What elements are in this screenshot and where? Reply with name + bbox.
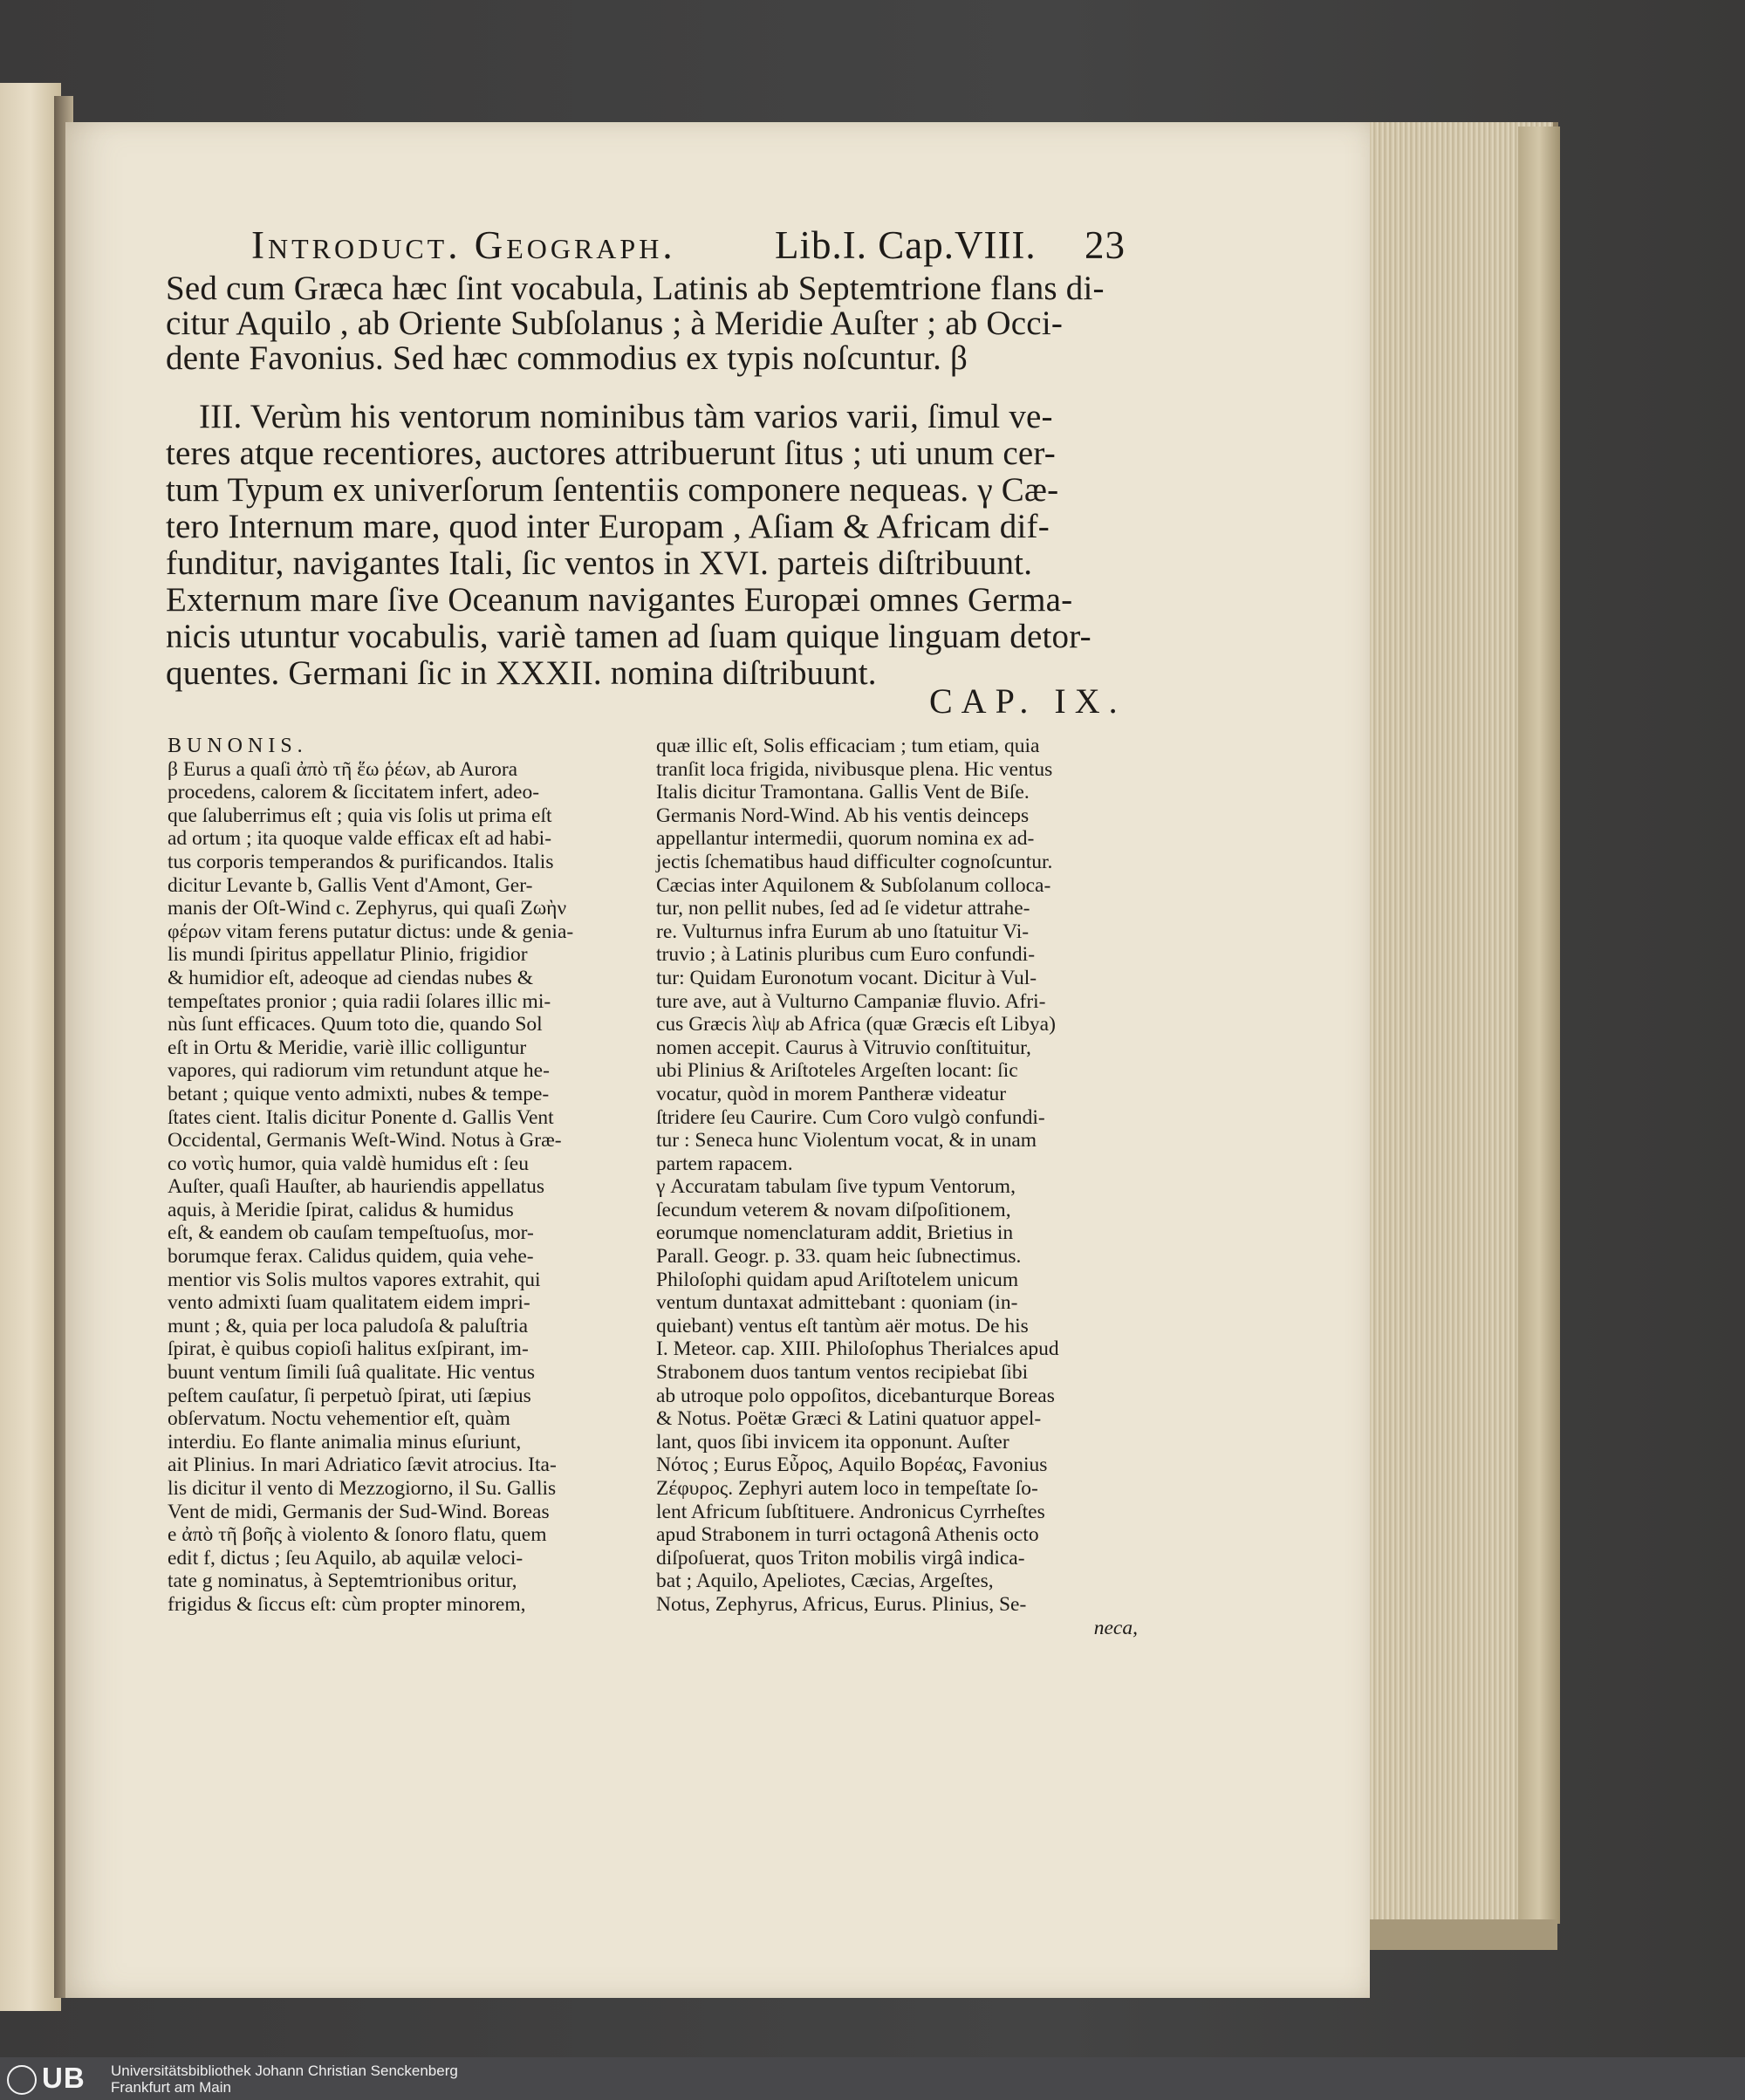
footnote-line: nomen accepit. Caurus à Vitruvio conſtituitur, xyxy=(656,1036,1031,1059)
footnote-line: borumque ferax. Calidus quidem, quia vehe- xyxy=(168,1245,534,1269)
footnote-column-right xyxy=(656,735,1138,1639)
footnote-line: Auſter, quaſi Hauſter, ab hauriendis appellatus xyxy=(168,1175,545,1199)
footnote-line: lis mundi ſpiritus appellatur Plinio, frigidior xyxy=(168,943,528,967)
footnote-line: ſtridere ſeu Caurire. Cum Coro vulgò confundi- xyxy=(656,1105,1045,1129)
body-line: dente Favonius. Sed hæc commodius ex typis noſcuntur. β xyxy=(166,339,968,377)
footnote-line: Vent de midi, Germanis der Sud-Wind. Boreas xyxy=(168,1500,550,1523)
footnote-line: tempeſtates pronior ; quia radii ſolares illic mi- xyxy=(168,989,551,1013)
body-line: funditur, navigantes Itali, ſic ventos in XVI. parteis diſtribuunt. xyxy=(166,544,1033,582)
body-line: Externum mare ſive Oceanum navigantes Europæi omnes Germa- xyxy=(166,581,1073,619)
footnote-line: bat ; Aquilo, Apeliotes, Cæcias, Argeſtes, xyxy=(656,1570,994,1593)
footnote-line: eſt, & eandem ob cauſam tempeſtuoſus, mor- xyxy=(168,1221,534,1245)
previous-page-edge xyxy=(0,83,61,2011)
footnote-line: Ζέφυρος. Zephyri autem loco in tempeſtate ſo- xyxy=(656,1477,1038,1500)
footnote-line: γ Accuratam tabulam ſive typum Ventorum, xyxy=(656,1175,1016,1199)
footnote-line: tus corporis temperandos & purificandos. Italis xyxy=(168,850,554,873)
footnote-line: co νοτὶς humor, quia valdè humidus eſt : ſeu xyxy=(168,1152,529,1175)
footnote-line: manis der Oſt-Wind c. Zephyrus, qui quaſi Ζωὴν xyxy=(168,897,567,920)
body-line: citur Aquilo , ab Oriente Subſolanus ; à Meridie Auſter ; ab Occi- xyxy=(166,304,1064,342)
viewer-footer xyxy=(0,2057,1745,2100)
body-line: Sed cum Græca hæc ſint vocabula, Latinis ab Septemtrione flans di- xyxy=(166,270,1105,307)
footnote-line: peſtem cauſatur, ſi perpetuò ſpirat, uti ſæpius xyxy=(168,1384,531,1407)
footnote-column-left xyxy=(168,735,637,1617)
footnote-line: mentior vis Solis multos vapores extrahit, qui xyxy=(168,1268,541,1291)
footnote-line: ubi Plinius & Ariſtoteles Argeſten locant: ſic xyxy=(656,1059,1018,1083)
body-line: tum Typum ex univerſorum ſententiis componere nequeas. γ Cæ- xyxy=(166,471,1059,509)
footnote-line: tur: Quidam Euronotum vocant. Dicitur à Vul- xyxy=(656,966,1037,989)
footnote-line: ab utroque polo oppoſitos, dicebanturque Boreas xyxy=(656,1384,1055,1407)
footnote-line: betant ; quique vento admixti, nubes & tempe- xyxy=(168,1082,550,1105)
footnote-line: φέρων vitam ferens putatur dictus: unde & genia- xyxy=(168,920,574,943)
header-book-chapter: Lib.I. Cap.VIII. xyxy=(775,223,1037,267)
footnote-line: vocatur, quòd in morem Pantheræ videatur xyxy=(656,1082,1007,1105)
footnote-line: & humidior eſt, adeoque ad ciendas nubes & xyxy=(168,966,533,989)
body-line: teres atque recentiores, auctores attribuerunt ſitus ; uti unum cer- xyxy=(166,434,1056,472)
body-line: tero Internum mare, quod inter Europam , Aſiam & Africam dif- xyxy=(166,508,1050,545)
footnote-line: neca, xyxy=(1093,1616,1138,1639)
column-title: BUNONIS. xyxy=(168,735,308,757)
footnote-line: tur, non pellit nubes, ſed ad ſe videtur attrahe- xyxy=(656,897,1030,920)
footnote-line: frigidus & ſiccus eſt: cùm propter minorem, xyxy=(168,1592,526,1616)
footnote-line: aquis, à Meridie ſpirat, calidus & humidus xyxy=(168,1198,514,1221)
book-bottom-edge xyxy=(1365,1919,1557,1950)
footnote-line: β Eurus a quaſi ἀπὸ τῆ ἕω ῥέων, ab Aurora xyxy=(168,757,518,781)
footnote-line: truvio ; à Latinis pluribus cum Euro confundi- xyxy=(656,943,1036,967)
footnote-line: & Notus. Poëtæ Græci & Latini quatuor appel- xyxy=(656,1407,1042,1431)
footnote-line: lent Africum ſubſtituere. Andronicus Cyrrheſtes xyxy=(656,1500,1045,1523)
footnote-line: ſtates cient. Italis dicitur Ponente d. Gallis Vent xyxy=(168,1105,554,1129)
footnote-line: apud Strabonem in turri octagonâ Athenis octo xyxy=(656,1523,1039,1547)
footnote-line: ventum duntaxat admittebant : quoniam (in- xyxy=(656,1291,1018,1315)
footnote-line: edit f, dictus ; ſeu Aquilo, ab aquilæ veloci- xyxy=(168,1546,524,1570)
footnote-line: re. Vulturnus infra Eurum ab uno ſtatuitur Vi- xyxy=(656,920,1030,943)
footnote-line: eſt in Ortu & Meridie, variè illic colliguntur xyxy=(168,1036,527,1059)
footnote-line: Cæcias inter Aquilonem & Subſolanum colloca- xyxy=(656,873,1051,897)
footnote-line: nùs ſunt efficaces. Quum toto die, quando Sol xyxy=(168,1013,543,1036)
footnote-line: quæ illic eſt, Solis efficaciam ; tum etiam, quia xyxy=(656,735,1040,757)
body-line: quentes. Germani ſic in XXXII. nomina diſtribuunt. xyxy=(166,654,877,692)
footnote-line: I. Meteor. cap. XIII. Philoſophus Therialces apud xyxy=(656,1337,1059,1361)
footnote-line: cus Græcis λὶψ ab Africa (quæ Græcis eſt Libya) xyxy=(656,1013,1056,1036)
footnote-line: Strabonem duos tantum ventos recipiebat ſibi xyxy=(656,1361,1029,1385)
footnote-line: Parall. Geogr. p. 33. quam heic ſubnectimus. xyxy=(656,1245,1022,1269)
footnote-line: interdiu. Eo flante animalia minus eſuriunt, xyxy=(168,1430,522,1454)
body-line: nicis utuntur vocabulis, variè tamen ad ſuam quique linguam detor- xyxy=(166,618,1091,655)
footnote-line: jectis ſchematibus haud difficulter cognoſcuntur. xyxy=(656,850,1053,873)
footnote-line: appellantur intermedii, quorum nomina ex ad- xyxy=(656,827,1035,851)
library-logo[interactable]: UB xyxy=(7,2062,101,2094)
body-line: III. Verùm his ventorum nominibus tàm varios varii, ſimul ve- xyxy=(199,398,1053,435)
footnote-line: ad ortum ; ita quoque valde efficax eſt ad habi- xyxy=(168,827,552,851)
book-cover-edge xyxy=(1518,127,1560,1924)
footnote-line: lis dicitur il vento di Mezzogiorno, il Su. Gallis xyxy=(168,1477,557,1500)
running-header xyxy=(251,222,1133,268)
footnote-line: partem rapacem. xyxy=(656,1152,793,1175)
footnote-line: Germanis Nord-Wind. Ab his ventis deinceps xyxy=(656,804,1030,827)
logo-circle-icon xyxy=(7,2065,37,2095)
footnote-line: ſpirat, è quibus copioſi halitus exſpirant, im- xyxy=(168,1337,529,1361)
footnote-line: dicitur Levante b, Gallis Vent d'Amont, Ger- xyxy=(168,873,533,897)
page-number: 23 xyxy=(1085,223,1126,267)
library-name-line1: Universitätsbibliothek Johann Christian Senckenberg xyxy=(111,2062,458,2079)
library-name-line2: Frankfurt am Main xyxy=(111,2079,231,2096)
footnote-line: tur : Seneca hunc Violentum vocat, & in unam xyxy=(656,1129,1037,1153)
footnote-line: Italis dicitur Tramontana. Gallis Vent de Biſe. xyxy=(656,781,1030,804)
footnote-line: eorumque nomenclaturam addit, Brietius in xyxy=(656,1221,1014,1245)
footnote-line: vento admixti ſuam qualitatem eidem impri- xyxy=(168,1291,530,1315)
footnote-line: ſecundum veterem & novam diſpoſitionem, xyxy=(656,1198,1011,1221)
footnote-line: diſpoſuerat, quos Triton mobilis virgâ indica- xyxy=(656,1546,1025,1570)
footnote-line: que ſaluberrimus eſt ; quia vis ſolis ut prima eſt xyxy=(168,804,552,827)
footnote-line: obſervatum. Noctu vehementior eſt, quàm xyxy=(168,1407,510,1431)
footnote-line: Philoſophi quidam apud Ariſtotelem unicum xyxy=(656,1268,1019,1291)
footnote-line: Notus, Zephyrus, Africus, Eurus. Plinius, Se- xyxy=(656,1592,1027,1616)
footnote-line: tate g nominatus, à Septemtrionibus oritur, xyxy=(168,1570,517,1593)
footnote-line: Νότος ; Eurus Εὖρος, Aquilo Βορέας, Favonius xyxy=(656,1454,1048,1477)
footnote-line: quiebant) ventus eſt tantùm aër motus. De his xyxy=(656,1314,1029,1337)
footnote-line: lant, quos ſibi invicem ita opponunt. Auſter xyxy=(656,1430,1009,1454)
library-name xyxy=(111,2062,458,2096)
header-title: Introduct. Geograph. xyxy=(251,223,676,267)
footnote-line: ait Plinius. In mari Adriatico ſævit atrocius. Ita- xyxy=(168,1454,557,1477)
footnote-line: Occidental, Germanis Weſt-Wind. Notus à Græ- xyxy=(168,1129,562,1153)
footnote-line: buunt ventum ſimili ſuâ qualitate. Hic ventus xyxy=(168,1361,535,1385)
footnote-line: procedens, calorem & ſiccitatem infert, adeo- xyxy=(168,781,540,804)
footnote-line: e ἀπὸ τῆ βοῆς à violento & ſonoro flatu, quem xyxy=(168,1523,547,1547)
footnote-line: vapores, qui radiorum vim retundunt atque he- xyxy=(168,1059,550,1083)
footnote-line: ture ave, aut à Vulturno Campaniæ fluvio. Afri- xyxy=(656,989,1046,1013)
chapter-heading: CAP. IX. xyxy=(929,681,1126,721)
footnote-line: tranſit loca frigida, nivibusque plena. Hic ventus xyxy=(656,757,1053,781)
footnote-line: munt ; &, quia per loca paludoſa & paluſtria xyxy=(168,1314,529,1337)
